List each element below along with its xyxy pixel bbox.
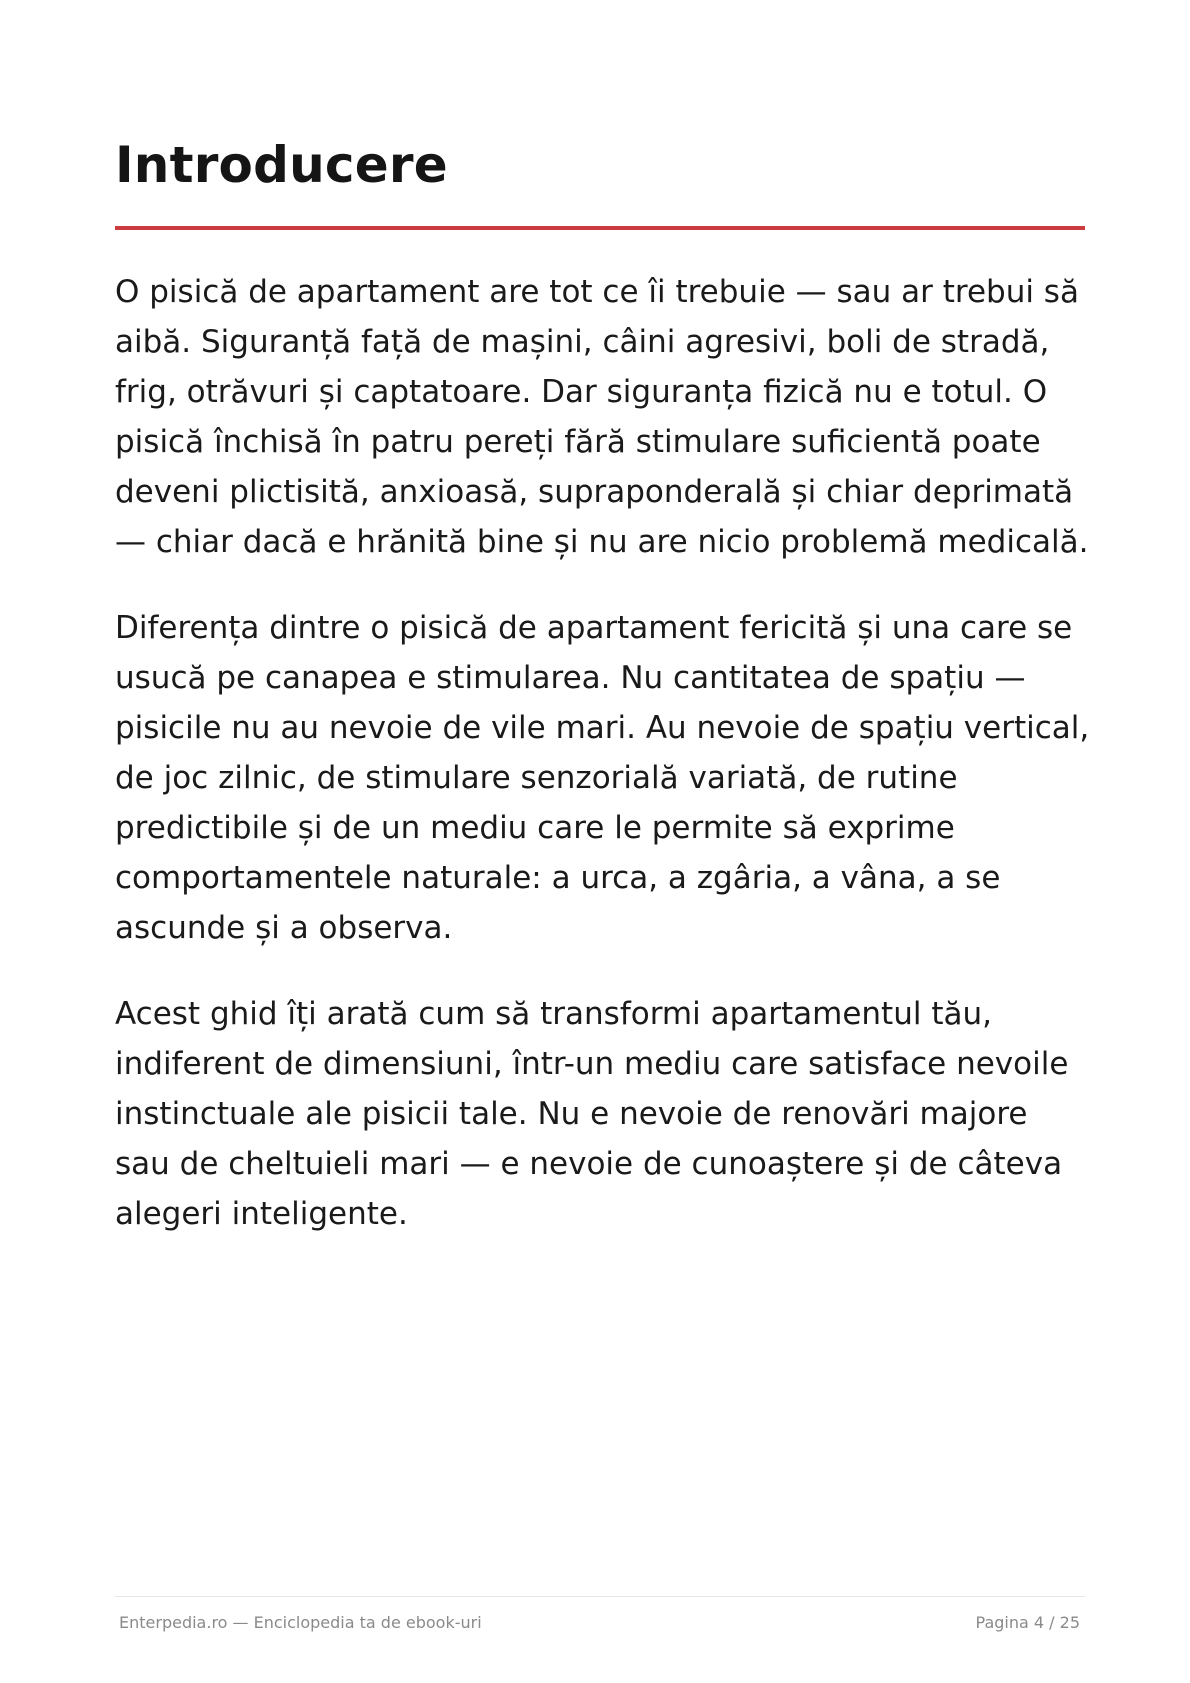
footer-divider — [115, 1596, 1085, 1597]
page-title: Introducere — [115, 136, 448, 194]
footer-site-name: Enterpedia.ro — Enciclopedia ta de ebook-uri — [119, 1613, 482, 1632]
paragraph-1: O pisică de apartament are tot ce îi trebuie — sau ar trebui să aibă. Siguranță față de mașini, câini agresivi, boli de stradă, frig, otrăvuri și captatoare. Dar siguranța fizică nu e totul. O pisică închisă în patru pereți fără stimulare suficientă poate deveni plictisită, anxioasă, supraponderală și chiar deprimată — chiar dacă e hrănită bine și nu are nicio problemă medicală. — [115, 274, 1089, 560]
paragraph-3: Acest ghid îți arată cum să transformi apartamentul tău, indiferent de dimensiuni, într-un mediu care satisface nevoile instinctuale ale pisicii tale. Nu e nevoie de renovări majore sau de cheltuieli mari — e nevoie de cunoaștere și de câteva alegeri inteligente. — [115, 996, 1069, 1232]
footer-page-number: Pagina 4 / 25 — [975, 1613, 1080, 1632]
title-divider — [115, 226, 1085, 230]
body-text — [115, 267, 1090, 1275]
document-page — [115, 0, 1090, 1683]
paragraph-2: Diferența dintre o pisică de apartament fericită și una care se usucă pe canapea e stimularea. Nu cantitatea de spațiu — pisicile nu au nevoie de vile mari. Au nevoie de spațiu vertical, de joc zilnic, de stimulare senzorială variată, de rutine predictibile și de un mediu care le permite să exprime comportamentele naturale: a urca, a zgâria, a vâna, a se ascunde și a observa. — [115, 610, 1090, 946]
